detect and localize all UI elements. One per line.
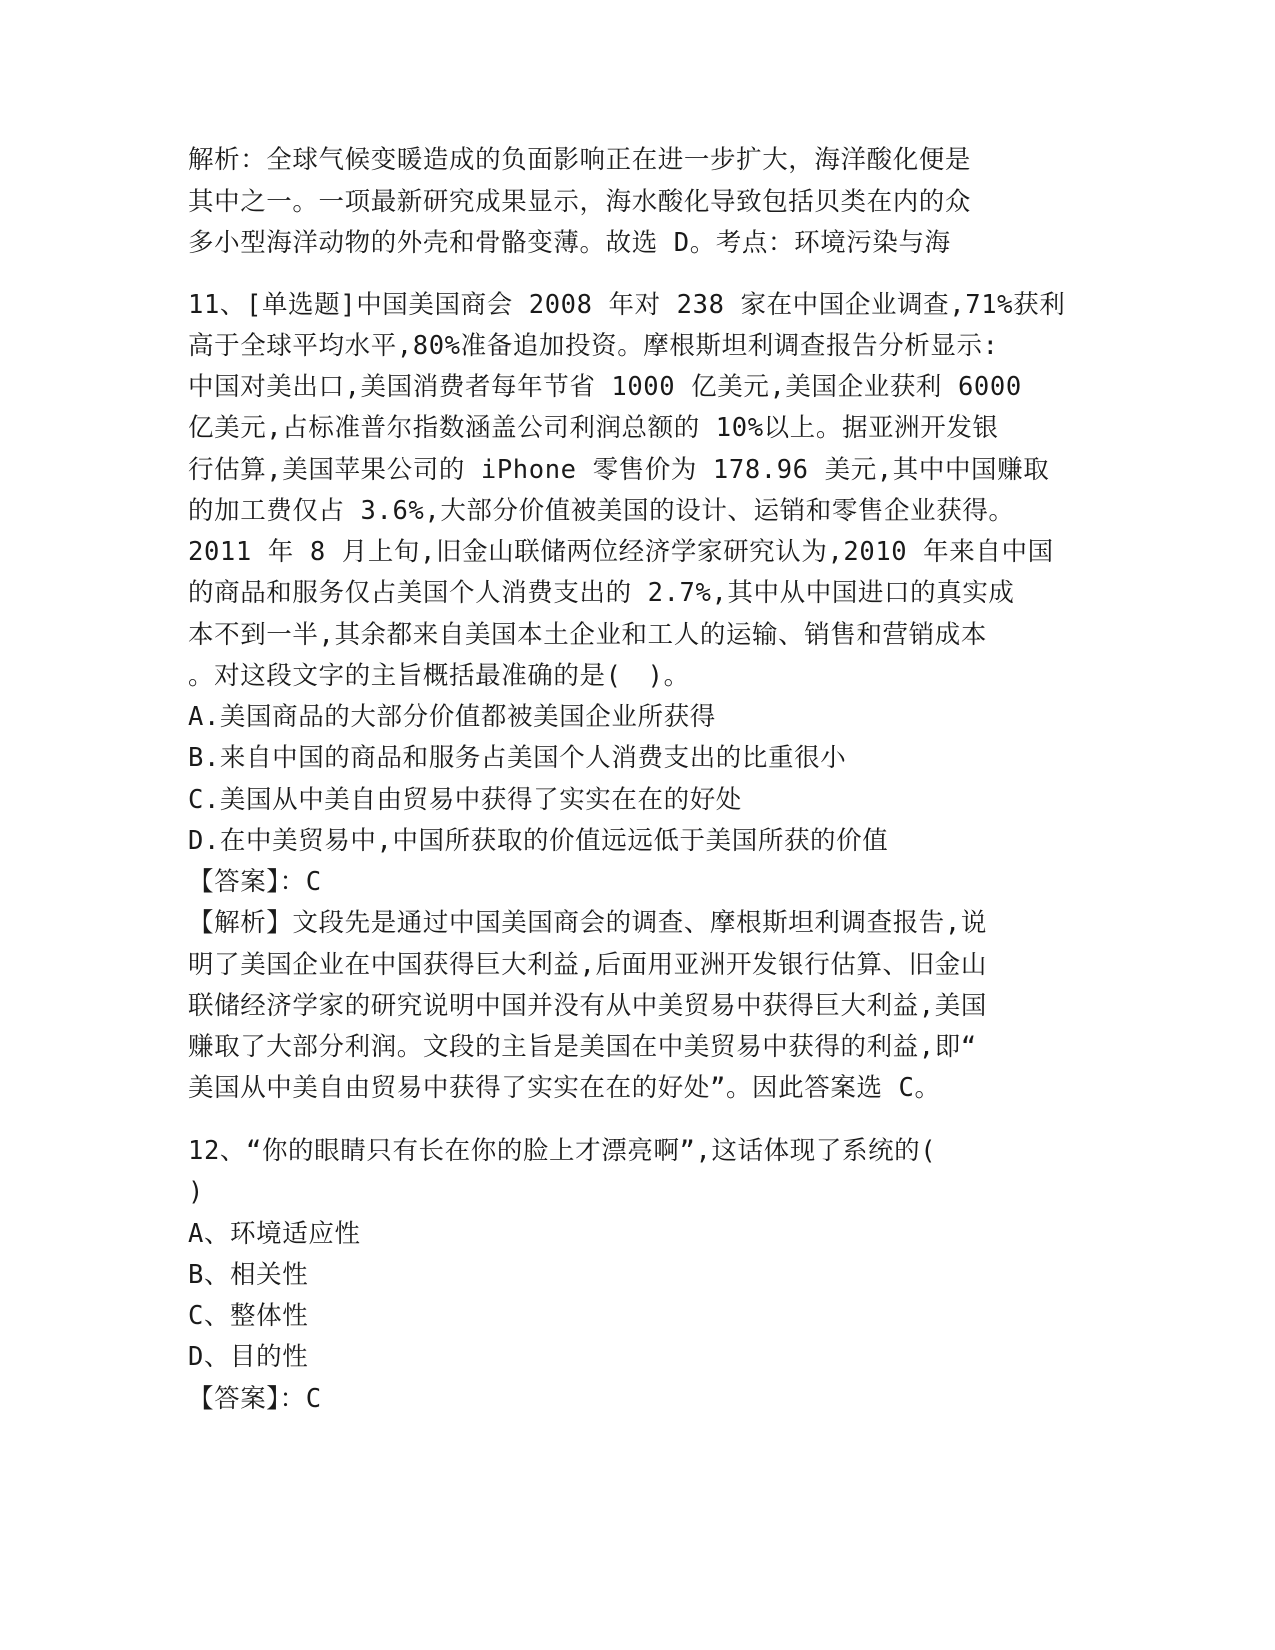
question-line: 中国对美出口,美国消费者每年节省 1000 亿美元,美国企业获利 6000 [188, 372, 1022, 402]
question-line: 亿美元,占标准普尔指数涵盖公司利润总额的 10%以上。据亚洲开发银 [188, 413, 999, 443]
question-line: 本不到一半,其余都来自美国本土企业和工人的运输、销售和营销成本 [188, 620, 987, 650]
option-c: C、整体性 [188, 1301, 309, 1331]
analysis-line: 明了美国企业在中国获得巨大利益,后面用亚洲开发银行估算、旧金山 [188, 950, 987, 980]
answer-line: 【答案】：C [188, 1384, 322, 1414]
question-line: 的商品和服务仅占美国个人消费支出的 2.7%,其中从中国进口的真实成 [188, 578, 1015, 608]
option-a: A、环境适应性 [188, 1219, 361, 1249]
question-line: ) [188, 1177, 204, 1207]
analysis-line: 联储经济学家的研究说明中国并没有从中美贸易中获得巨大利益,美国 [188, 991, 987, 1021]
analysis-line: 【解析】文段先是通过中国美国商会的调查、摩根斯坦利调查报告,说 [188, 908, 987, 938]
option-b: B.来自中国的商品和服务占美国个人消费支出的比重很小 [188, 743, 847, 773]
question-line: 。对这段文字的主旨概括最准确的是( )。 [188, 661, 690, 691]
question-line: 的加工费仅占 3.6%,大部分价值被美国的设计、运销和零售企业获得。 [188, 496, 1015, 526]
question-line: 高于全球平均水平,80%准备追加投资。摩根斯坦利调查报告分析显示: [188, 331, 999, 361]
question-line: 2011 年 8 月上旬,旧金山联储两位经济学家研究认为,2010 年来自中国 [188, 537, 1054, 567]
analysis-line: 其中之一。一项最新研究成果显示，海水酸化导致包括贝类在内的众 [188, 187, 972, 217]
analysis-line: 多小型海洋动物的外壳和骨骼变薄。故选 D。考点：环境污染与海 [188, 228, 951, 258]
option-c: C.美国从中美自由贸易中获得了实实在在的好处 [188, 785, 742, 815]
question-line: 11、[单选题]中国美国商会 2008 年对 238 家在中国企业调查,71%获利 [188, 290, 1066, 320]
analysis-line: 美国从中美自由贸易中获得了实实在在的好处”。因此答案选 C。 [188, 1073, 941, 1103]
question-line: 12、“你的眼睛只有长在你的脸上才漂亮啊”,这话体现了系统的( [188, 1136, 937, 1166]
analysis-line: 赚取了大部分利润。文段的主旨是美国在中美贸易中获得的利益,即“ [188, 1032, 977, 1062]
question-line: 行估算,美国苹果公司的 iPhone 零售价为 178.96 美元,其中中国赚取 [188, 455, 1050, 485]
answer-line: 【答案】：C [188, 867, 322, 897]
analysis-line: 解析：全球气候变暖造成的负面影响正在进一步扩大，海洋酸化便是 [188, 145, 972, 175]
option-a: A.美国商品的大部分价值都被美国企业所获得 [188, 702, 716, 732]
option-d: D.在中美贸易中,中国所获取的价值远远低于美国所获的价值 [188, 826, 889, 856]
option-b: B、相关性 [188, 1260, 309, 1290]
option-d: D、目的性 [188, 1342, 309, 1372]
